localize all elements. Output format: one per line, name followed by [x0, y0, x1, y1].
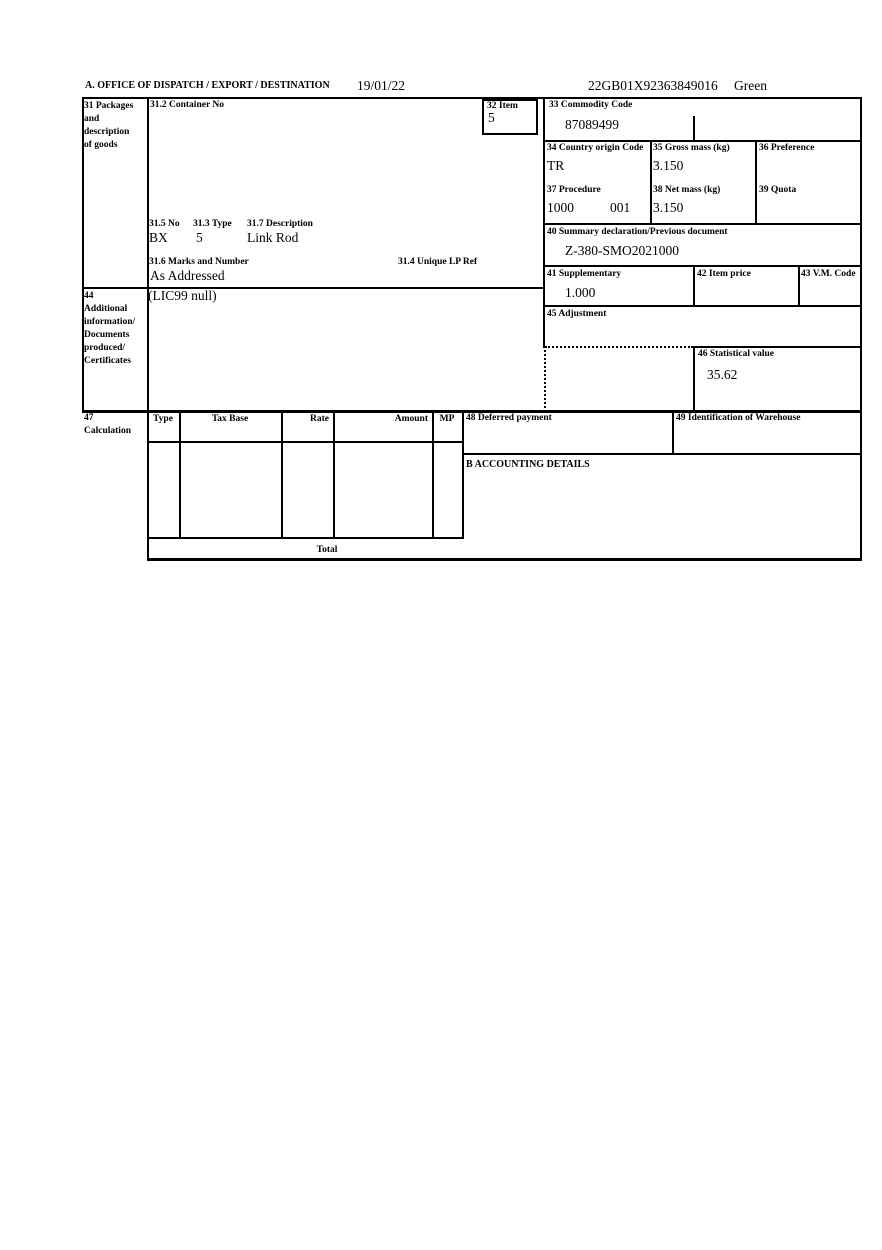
- mrn-number: 22GB01X92363849016: [588, 78, 718, 93]
- box41-supplementary-units: 1.000: [565, 285, 596, 300]
- box49-label: 49 Identification of Warehouse: [676, 413, 801, 423]
- box35-36-divider: [755, 140, 757, 225]
- box41-42-divider: [693, 265, 695, 307]
- box31-2-label: 31.2 Container No: [150, 100, 224, 110]
- calc-table-right-border: [462, 410, 464, 539]
- box40-label: 40 Summary declaration/Previous document: [547, 227, 728, 237]
- box31-7-goods-description: Link Rod: [247, 230, 299, 245]
- box48-label: 48 Deferred payment: [466, 413, 552, 423]
- calc-body-bottom-border: [147, 537, 464, 539]
- calc-header-type: Type: [153, 414, 173, 424]
- calc-col-amount-divider: [432, 410, 434, 539]
- acceptance-date: 19/01/22: [357, 78, 406, 93]
- form-top-border: [82, 97, 862, 99]
- calc-header-amount: Amount: [394, 414, 428, 424]
- box34-country-code: TR: [547, 158, 565, 173]
- calc-col-type-divider: [179, 410, 181, 539]
- box48-49-divider: [672, 410, 674, 455]
- box47-label: 47 Calculation: [84, 413, 131, 436]
- box45-dotted-left-border: [544, 346, 546, 412]
- center-divider: [543, 97, 545, 348]
- box38-net-mass: 3.150: [653, 200, 684, 215]
- box32-item-number: 5: [488, 110, 495, 125]
- box46-left-border: [693, 346, 695, 412]
- box31-5-package-kind: BX: [149, 230, 168, 245]
- calc-header-bottom-border: [147, 441, 464, 443]
- box37-label: 37 Procedure: [547, 185, 601, 195]
- box46-statistical-value: 35.62: [707, 367, 738, 382]
- box34-35-divider: [650, 140, 652, 225]
- box36-label: 36 Preference: [759, 143, 815, 153]
- box35-label: 35 Gross mass (kg): [653, 143, 730, 153]
- box31-3-label: 31.3 Type: [193, 219, 232, 229]
- box32-label: 32 Item: [487, 101, 518, 111]
- box44-additional-information: (LIC99 null): [148, 288, 217, 303]
- box33-bottom-border: [543, 140, 862, 142]
- box48-bottom-border: [462, 453, 862, 455]
- box40-previous-document: Z-380-SMO2021000: [565, 243, 679, 258]
- box33-commodity-code: 87089499: [565, 117, 619, 132]
- box39-label: 39 Quota: [759, 185, 797, 195]
- calc-total-label: Total: [316, 545, 338, 555]
- routing-status: Green: [734, 78, 767, 93]
- box44-label: 44 Additional information/ Documents produced/ Certificates: [84, 291, 136, 366]
- box37-procedure-code: 1000: [547, 200, 574, 215]
- calc-col-rate-divider: [333, 410, 335, 539]
- label-column-divider: [147, 97, 149, 560]
- calc-header-tax-base: Tax Base: [211, 414, 249, 424]
- box31-label: 31 Packages and description of goods: [84, 101, 134, 150]
- box41-label: 41 Supplementary: [547, 269, 622, 279]
- box33-label: 33 Commodity Code: [549, 100, 633, 110]
- box31-6-label: 31.6 Marks and Number: [149, 257, 249, 267]
- calc-col-taxbase-divider: [281, 410, 283, 539]
- box46-top-border: [693, 346, 862, 348]
- box34-label: 34 Country origin Code: [547, 143, 644, 153]
- form-bottom-border: [147, 558, 862, 561]
- box41-row-bottom-border: [543, 305, 862, 307]
- office-of-dispatch-heading: A. OFFICE OF DISPATCH / EXPORT / DESTINATION: [85, 80, 330, 91]
- box31-7-label: 31.7 Description: [247, 219, 313, 229]
- box31-5-label: 31.5 No: [149, 219, 180, 229]
- accounting-details-label: B ACCOUNTING DETAILS: [466, 459, 590, 470]
- box31-6-marks: As Addressed: [150, 268, 225, 283]
- box35-gross-mass: 3.150: [653, 158, 684, 173]
- box46-label: 46 Statistical value: [698, 349, 774, 359]
- calc-header-rate: Rate: [310, 414, 329, 424]
- box31-3-package-count: 5: [196, 230, 203, 245]
- box42-43-divider: [798, 265, 800, 307]
- box38-label: 38 Net mass (kg): [653, 185, 721, 195]
- box42-label: 42 Item price: [697, 269, 751, 279]
- box43-label: 43 V.M. Code: [801, 269, 856, 279]
- calc-header-mp: MP: [439, 414, 455, 424]
- box40-bottom-border: [543, 265, 862, 267]
- box45-label: 45 Adjustment: [547, 309, 607, 319]
- box37-row-bottom-border: [543, 223, 862, 225]
- form-right-border: [860, 97, 862, 560]
- box31-4-label: 31.4 Unique LP Ref: [398, 257, 478, 267]
- box33-subdivision-line: [693, 116, 695, 142]
- box37-procedure-extra: 001: [610, 200, 631, 215]
- box45-dotted-border: [545, 346, 693, 348]
